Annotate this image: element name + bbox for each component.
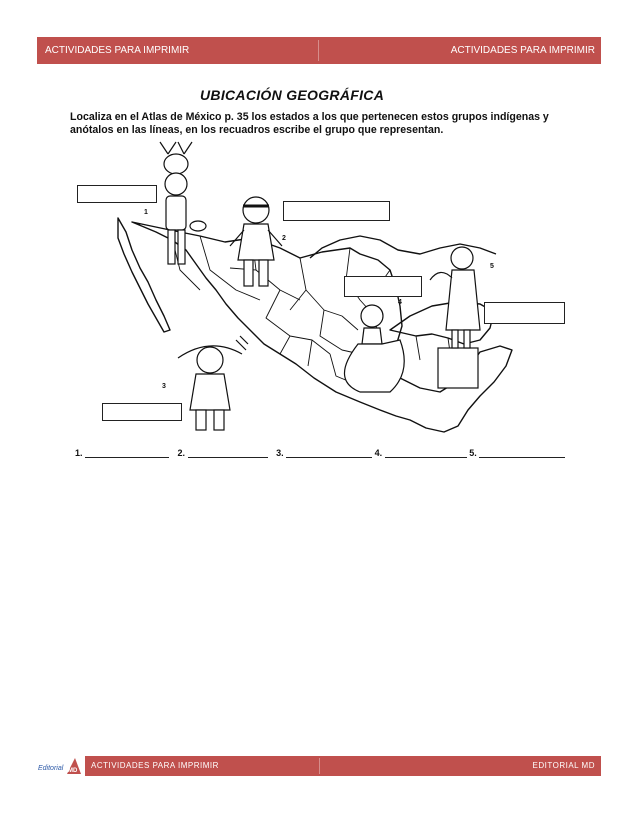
answer-line-5[interactable]	[479, 447, 565, 458]
answer-label-3: 3.	[276, 448, 284, 458]
answer-item-4	[375, 447, 467, 458]
answer-item-5	[469, 447, 565, 458]
answer-line-4[interactable]	[385, 447, 467, 458]
answer-label-2: 2.	[177, 448, 186, 458]
figure-2-illustration	[230, 197, 282, 286]
answer-label-4: 4.	[374, 448, 383, 458]
figure-3-illustration	[178, 336, 248, 430]
figure-5-illustration	[430, 247, 480, 388]
logo-svg	[37, 754, 83, 778]
label-box-1[interactable]	[77, 185, 157, 203]
header-left-text: ACTIVIDADES PARA IMPRIMIR	[45, 45, 190, 56]
logo-text: Editorial	[38, 765, 64, 772]
figure-number-2: 2	[282, 235, 286, 242]
footer-divider	[319, 758, 320, 774]
answer-item-2	[178, 447, 268, 458]
answer-label-1: 1.	[75, 448, 83, 458]
answer-item-3	[276, 447, 372, 458]
worksheet-title: UBICACIÓN GEOGRÁFICA	[200, 87, 385, 103]
footer-left-text: ACTIVIDADES PARA IMPRIMIR	[91, 761, 219, 770]
header-divider	[318, 40, 319, 61]
figure-number-4: 4	[398, 299, 402, 306]
header-bar	[37, 37, 601, 64]
label-box-2[interactable]	[283, 201, 390, 221]
logo-badge: MD	[68, 768, 78, 774]
answer-line-1[interactable]	[85, 447, 169, 458]
footer-bar	[85, 756, 601, 776]
answer-line-2[interactable]	[188, 447, 268, 458]
header-right-text: ACTIVIDADES PARA IMPRIMIR	[450, 45, 595, 56]
figure-number-3: 3	[162, 383, 166, 390]
figure-1-illustration	[160, 142, 206, 264]
figure-number-5: 5	[490, 263, 494, 270]
answer-label-5: 5.	[469, 448, 477, 458]
answer-line-3[interactable]	[286, 447, 372, 458]
editorial-md-logo	[37, 754, 83, 778]
label-box-3[interactable]	[102, 403, 182, 421]
label-box-5[interactable]	[484, 302, 565, 324]
footer-right-text: EDITORIAL MD	[532, 761, 595, 770]
worksheet-instructions: Localiza en el Atlas de México p. 35 los estados a los que pertenecen estos grupos indígenas y anótalos en las líneas, en los recuadros escribe el grupo que representan.	[70, 111, 549, 136]
label-box-4[interactable]	[344, 276, 422, 297]
answer-lines	[75, 447, 555, 458]
answer-item-1	[75, 447, 169, 458]
figure-number-1: 1	[144, 209, 148, 216]
figure-4-illustration	[344, 305, 404, 392]
